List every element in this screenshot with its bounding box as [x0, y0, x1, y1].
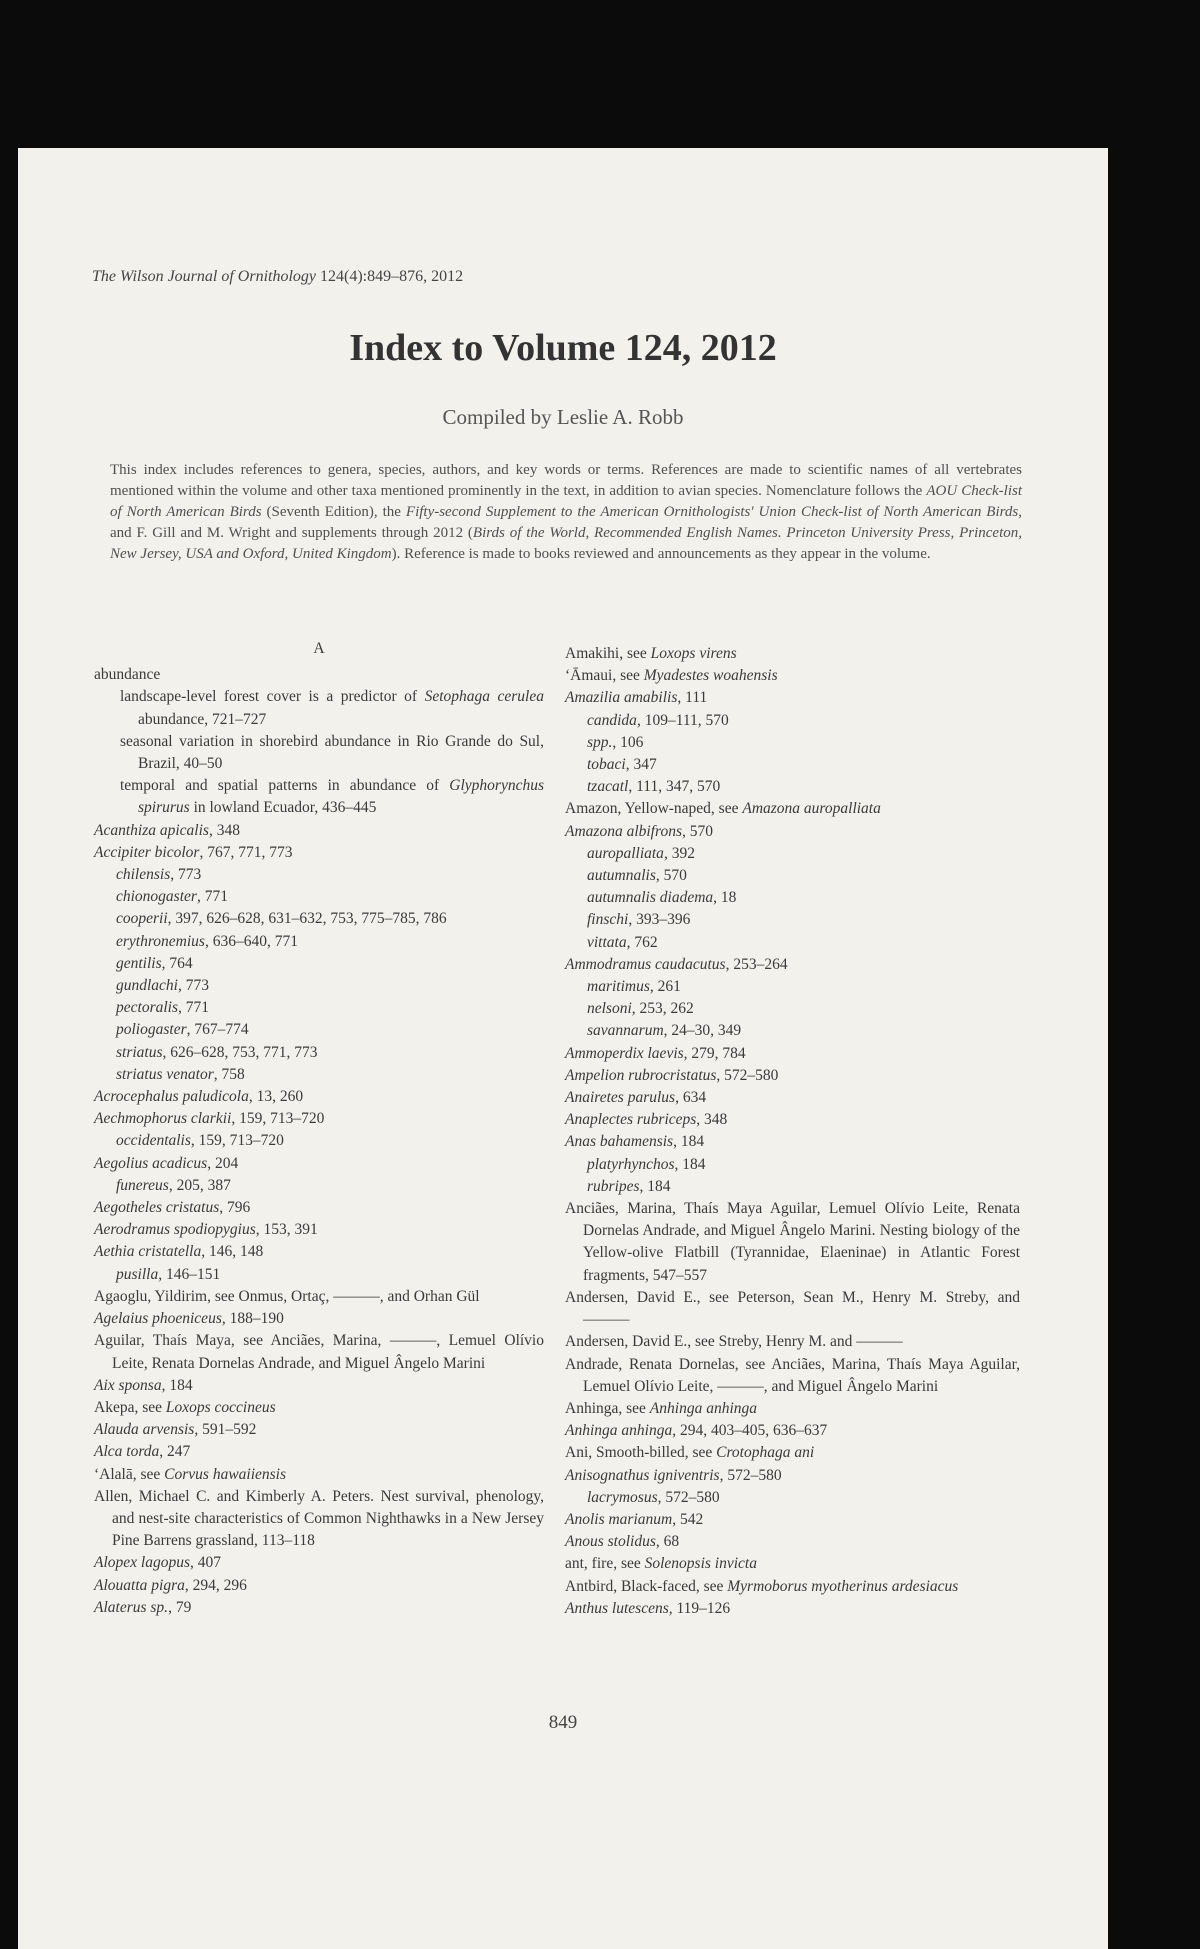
- index-entry: spp., 106: [587, 733, 644, 751]
- index-entry: gentilis, 764: [116, 954, 193, 972]
- index-column-right: [565, 643, 1020, 1620]
- index-entry: Anhinga, see Anhinga anhinga: [565, 1399, 758, 1417]
- index-entry: platyrhynchos, 184: [587, 1155, 706, 1173]
- index-entry: erythronemius, 636–640, 771: [116, 932, 298, 950]
- index-entry: Amakihi, see Loxops virens: [565, 645, 737, 662]
- index-entry: Ani, Smooth-billed, see Crotophaga ani: [565, 1444, 815, 1462]
- index-entry: seasonal variation in shorebird abundance in Rio Grande do Sul, Brazil, 40–50: [120, 732, 544, 773]
- index-entry: striatus, 626–628, 753, 771, 773: [116, 1043, 318, 1061]
- index-entry: Accipiter bicolor, 767, 771, 773: [94, 843, 293, 861]
- index-entry: Aix sponsa, 184: [94, 1376, 193, 1394]
- index-entry: Anairetes parulus, 634: [565, 1089, 707, 1107]
- section-letter: A: [313, 640, 325, 657]
- index-entry: Acrocephalus paludicola, 13, 260: [94, 1088, 304, 1106]
- index-entry: occidentalis, 159, 713–720: [116, 1132, 284, 1150]
- index-entry: rubripes, 184: [587, 1177, 671, 1195]
- index-entry: Amazona albifrons, 570: [565, 822, 713, 840]
- journal-citation: [92, 268, 463, 286]
- index-entry: Anaplectes rubriceps, 348: [565, 1111, 728, 1129]
- index-entry: Amazilia amabilis, 111: [565, 689, 708, 707]
- index-entry: Anthus lutescens, 119–126: [565, 1599, 731, 1617]
- index-entry: Andersen, David E., see Peterson, Sean M., Henry M. Streby, and ———: [565, 1288, 1020, 1329]
- index-entry: Acanthiza apicalis, 348: [94, 821, 240, 839]
- index-column-left: [94, 638, 544, 1619]
- index-entry: Anas bahamensis, 184: [565, 1133, 705, 1151]
- index-entry: vittata, 762: [587, 933, 658, 951]
- journal-volume: 124(4):849–876, 2012: [320, 268, 464, 285]
- index-entry: tzacatl, 111, 347, 570: [587, 778, 721, 796]
- index-entry: finschi, 393–396: [587, 911, 691, 929]
- intro-paragraph: This index includes references to genera, species, authors, and key words or terms. References are made to scientific names of all vertebrates mentioned within the volume and other taxa mentioned prominently in the text, in addition to avian species. Nomenclature follows the AOU Check-list of North American Birds (Seventh Edition), the Fifty-second Supplement to the American Ornithologists' Union Check-list of North American Birds, and F. Gill and M. Wright and supplements through 2012 (Birds of the World, Recommended English Names. Princeton University Press, Princeton, New Jersey, USA and Oxford, United Kingdom). Reference is made to books reviewed and announcements as they appear in the volume.: [110, 462, 1023, 562]
- index-entry: striatus venator, 758: [116, 1065, 245, 1083]
- index-entry: Agelaius phoeniceus, 188–190: [94, 1310, 284, 1328]
- index-entry: gundlachi, 773: [116, 977, 209, 995]
- index-entry: poliogaster, 767–774: [116, 1021, 249, 1039]
- index-entry: auropalliata, 392: [587, 844, 695, 862]
- index-entry: pectoralis, 771: [116, 999, 209, 1017]
- index-entry: nelsoni, 253, 262: [587, 1000, 694, 1018]
- index-entry: ant, fire, see Solenopsis invicta: [565, 1555, 757, 1573]
- index-entry: Alopex lagopus, 407: [94, 1554, 221, 1572]
- index-entry: ʻĀmaui, see Myadestes woahensis: [565, 667, 778, 685]
- index-entry: Agaoglu, Yildirim, see Onmus, Ortaç, ———, and Orhan Gül: [94, 1287, 480, 1305]
- index-entry: Andrade, Renata Dornelas, see Anciães, Marina, Thaís Maya Aguilar, Lemuel Olívio Leite, ———, and Miguel Ângelo Marini: [565, 1355, 1020, 1395]
- index-entry: Anous stolidus, 68: [565, 1533, 680, 1551]
- index-entry: Anisognathus igniventris, 572–580: [565, 1466, 782, 1484]
- index-entry: Aerodramus spodiopygius, 153, 391: [94, 1221, 318, 1239]
- index-entry: Alca torda, 247: [94, 1443, 191, 1461]
- index-entry: temporal and spatial patterns in abundance of Glyphorynchus spirurus in lowland Ecuador, 436–445: [120, 777, 544, 817]
- index-entry: Ammoperdix laevis, 279, 784: [565, 1044, 746, 1062]
- index-entry: Aethia cristatella, 146, 148: [94, 1243, 264, 1261]
- index-entry: pusilla, 146–151: [116, 1265, 221, 1283]
- journal-name: The Wilson Journal of Ornithology: [92, 268, 316, 285]
- page-number: 849: [548, 1712, 578, 1733]
- index-entry: cooperii, 397, 626–628, 631–632, 753, 775–785, 786: [116, 910, 447, 928]
- index-entry: Antbird, Black-faced, see Myrmoborus myotherinus ardesiacus: [565, 1577, 959, 1595]
- index-entry: Andersen, David E., see Streby, Henry M. and ———: [565, 1333, 903, 1351]
- index-entry: Akepa, see Loxops coccineus: [94, 1398, 276, 1416]
- index-entry: Anciães, Marina, Thaís Maya Aguilar, Lemuel Olívio Leite, Renata Dornelas Andrade, and Miguel Ângelo Marini. Nesting biology of the Yellow-olive Flatbill (Tyrannidae, Elaeninae) in Atlantic Forest fragments, 547–557: [565, 1200, 1020, 1284]
- index-entry: Anolis marianum, 542: [565, 1510, 704, 1528]
- index-entry: lacrymosus, 572–580: [587, 1488, 720, 1506]
- index-entry: autumnalis diadema, 18: [587, 889, 737, 907]
- index-entry: savannarum, 24–30, 349: [587, 1022, 742, 1040]
- index-entry: Amazon, Yellow-naped, see Amazona auropalliata: [565, 800, 881, 818]
- index-entry: landscape-level forest cover is a predictor of Setophaga cerulea abundance, 721–727: [120, 688, 544, 728]
- index-entry: Aechmophorus clarkii, 159, 713–720: [94, 1110, 325, 1128]
- scanned-page: [18, 148, 1108, 1949]
- index-entry: Alaterus sp., 79: [94, 1598, 192, 1616]
- index-entry: Aegotheles cristatus, 796: [94, 1199, 251, 1217]
- index-entry: Aegolius acadicus, 204: [94, 1154, 239, 1172]
- index-entry: Allen, Michael C. and Kimberly A. Peters. Nest survival, phenology, and nest-site characteristics of Common Nighthawks in a New Jersey Pine Barrens grassland, 113–118: [94, 1487, 544, 1550]
- index-entry: tobaci, 347: [587, 756, 657, 774]
- index-entry: Ampelion rubrocristatus, 572–580: [565, 1066, 779, 1084]
- index-entry: chilensis, 773: [116, 866, 202, 884]
- index-entry: ʻAlalā, see Corvus hawaiiensis: [94, 1465, 287, 1483]
- index-entry: maritimus, 261: [587, 978, 681, 996]
- index-entry: candida, 109–111, 570: [587, 711, 729, 729]
- index-entry: Alouatta pigra, 294, 296: [94, 1576, 247, 1594]
- index-entry: abundance: [94, 666, 161, 684]
- index-entry: Aguilar, Thaís Maya, see Anciães, Marina, ———, Lemuel Olívio Leite, Renata Dornelas Andrade, and Miguel Ângelo Marini: [94, 1332, 544, 1372]
- index-entry: funereus, 205, 387: [116, 1176, 231, 1194]
- page-title: Index to Volume 124, 2012: [349, 327, 777, 369]
- compiler-line: Compiled by Leslie A. Robb: [442, 405, 684, 429]
- index-entry: autumnalis, 570: [587, 867, 687, 885]
- index-entry: Ammodramus caudacutus, 253–264: [565, 955, 788, 973]
- index-entry: Alauda arvensis, 591–592: [94, 1421, 257, 1439]
- index-entry: chionogaster, 771: [116, 888, 228, 906]
- index-entry: Anhinga anhinga, 294, 403–405, 636–637: [565, 1422, 828, 1440]
